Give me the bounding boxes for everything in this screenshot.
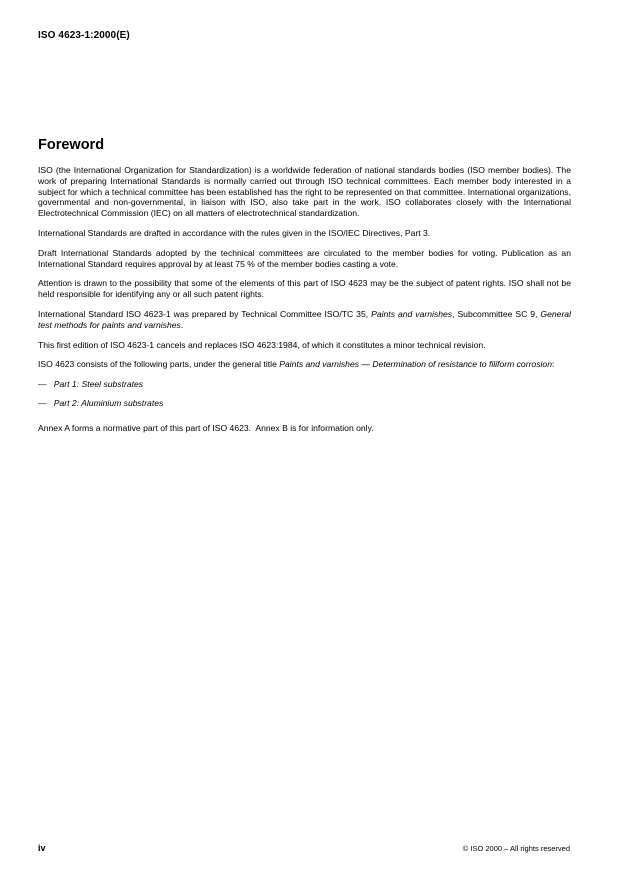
parts-intro-end: : bbox=[551, 359, 555, 370]
foreword-section bbox=[38, 137, 571, 443]
paragraph-prepared-by bbox=[38, 309, 571, 331]
page-title: Foreword bbox=[38, 137, 105, 153]
copyright-notice: © ISO 2000 – All rights reserved bbox=[462, 844, 570, 853]
paragraph-edition: This first edition of ISO 4623-1 cancels and replaces ISO 4623:1984, of which it constitutes a minor technical revision. bbox=[38, 339, 486, 350]
paragraph-patent: Attention is drawn to the possibility that some of the elements of this part of ISO 4623 may be the subject of patent rights. ISO shall not be held responsible for identifying any or all such patent rights. bbox=[38, 278, 571, 300]
list-dash: — bbox=[38, 397, 47, 408]
parts-intro-text: ISO 4623 consists of the following parts, under the general title bbox=[38, 359, 280, 370]
paragraph-directives: International Standards are drafted in accordance with the rules given in the ISO/IEC Directives, Part 3. bbox=[38, 227, 431, 238]
prepared-by-mid: , Subcommittee SC 9, bbox=[452, 308, 541, 319]
paragraph-voting: Draft International Standards adopted by the technical committees are circulated to the member bodies for voting. Publication as an International Standard requires approval by at least 75 % of the member bodies casting a vote. bbox=[38, 247, 571, 269]
paragraph-iso-intro: ISO (the International Organization for Standardization) is a worldwide federation of national standards bodies (ISO member bodies). The work of preparing International Standards is normally carried out through ISO technical committees. Each member body interested in a subject for which a technical committee has been established has the right to be represented on that committee. International organizations, governmental and non-governmental, in liaison with ISO, also take part in the work. ISO collaborates closely with the International Electrotechnical Commission (IEC) on all matters of electrotechnical standardization. bbox=[38, 165, 571, 219]
prepared-by-end: . bbox=[180, 319, 184, 330]
part-label: Part 1: Steel substrates bbox=[53, 379, 144, 390]
list-dash: — bbox=[38, 379, 47, 390]
page-number: iv bbox=[38, 843, 46, 853]
paragraph-parts-intro bbox=[38, 359, 571, 370]
prepared-by-text: International Standard ISO 4623-1 was prepared by Technical Committee ISO/TC 35, bbox=[38, 308, 372, 319]
tc-title: Paints and varnishes bbox=[371, 308, 453, 319]
list-item bbox=[38, 379, 571, 390]
list-item bbox=[38, 398, 571, 409]
paragraph-annex: Annex A forms a normative part of this part of ISO 4623. Annex B is for information only. bbox=[38, 422, 374, 433]
part-label: Part 2: Aluminium substrates bbox=[53, 397, 164, 408]
document-id-header: ISO 4623-1:2000(E) bbox=[38, 30, 130, 41]
sc-title: General test methods for paints and varnishes bbox=[38, 308, 571, 330]
general-title: Paints and varnishes — Determination of resistance to filiform corrosion bbox=[279, 359, 552, 370]
